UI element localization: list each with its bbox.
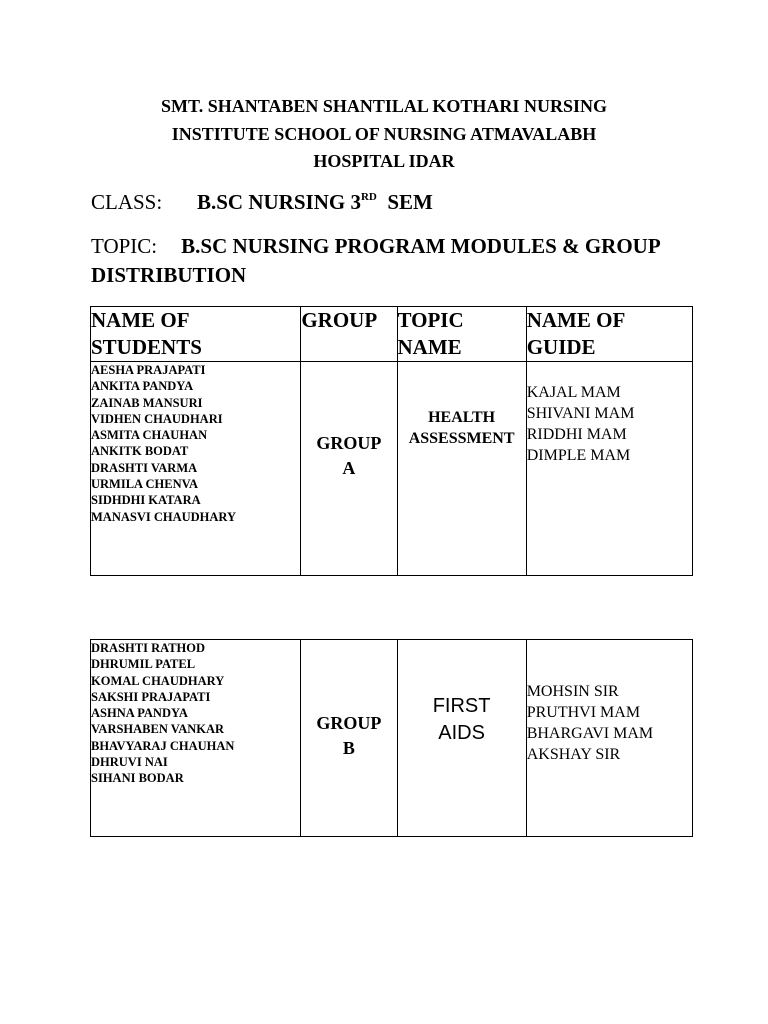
student-name: SIDHDHI KATARA [91,493,201,508]
class-superscript: RD [360,191,377,203]
student-name: BHAVYARAJ CHAUHAN [91,738,235,753]
student-name: SIHANI BODAR [91,771,184,786]
header-students: NAME OF STUDENTS [91,307,301,362]
class-label: CLASS: [91,190,163,214]
guide-name: AKSHAY SIR [526,746,621,763]
student-name: SAKSHI PRAJAPATI [91,689,211,704]
student-name: DRASHTI RATHOD [91,641,206,655]
student-name: AESHA PRAJAPATI [91,363,206,377]
table-row [91,362,693,576]
student-name: VARSHABEN VANKAR [91,722,225,737]
guide-name: RIDDHI MAM [526,426,627,443]
student-name: ZAINAB MANSURI [91,395,203,410]
group-a-table [90,306,693,576]
topic-label: TOPIC: [91,234,158,258]
header-group: GROUP [301,307,397,362]
group-b-topic: FIRST AIDS [397,640,526,837]
student-name: VIDHEN CHAUDHARI [91,411,223,426]
group-b-label: GROUP B [301,640,397,837]
table-row [91,640,693,837]
group-b-students [91,640,301,837]
class-value: B.SC NURSING 3RD SEM [197,190,433,214]
student-name: MANASVI CHAUDHARY [91,509,237,524]
group-a-label: GROUP A [301,362,397,576]
group-a-students [91,362,301,576]
group-a-guides [526,362,692,576]
header-topic: TOPIC NAME [397,307,526,362]
student-name: URMILA CHENVA [91,477,199,492]
guide-name: DIMPLE MAM [526,447,631,464]
guide-name: BHARGAVI MAM [526,725,654,742]
group-b-table [90,639,693,837]
guide-name: KAJAL MAM [526,384,621,401]
student-name: DHRUVI NAI [91,755,168,770]
table-header-row [91,307,693,362]
student-name: ANKITA PANDYA [91,379,194,394]
heading-line-3: HOSPITAL IDAR [313,151,455,171]
student-name: DRASHTI VARMA [91,460,198,475]
student-name: KOMAL CHAUDHARY [91,673,225,688]
guide-name: MOHSIN SIR [526,683,619,700]
class-line [91,188,433,216]
student-name: ASHNA PANDYA [91,706,188,721]
guide-name: PRUTHVI MAM [526,704,641,721]
student-name: ANKITK BODAT [91,444,189,459]
group-a-topic: HEALTH ASSESSMENT [397,362,526,576]
document-heading [90,93,678,176]
header-guide: NAME OF GUIDE [526,307,692,362]
group-b-guides [526,640,692,837]
guide-name: SHIVANI MAM [526,405,635,422]
heading-line-2: INSTITUTE SCHOOL OF NURSING ATMAVALABH [171,123,597,144]
topic-line [91,232,691,290]
student-name: ASMITA CHAUHAN [91,428,208,443]
student-name: DHRUMIL PATEL [91,657,196,672]
heading-line-1: SMT. SHANTABEN SHANTILAL KOTHARI NURSING [161,96,607,116]
topic-value: B.SC NURSING PROGRAM MODULES & GROUP DISTRIBUTION [91,234,660,287]
